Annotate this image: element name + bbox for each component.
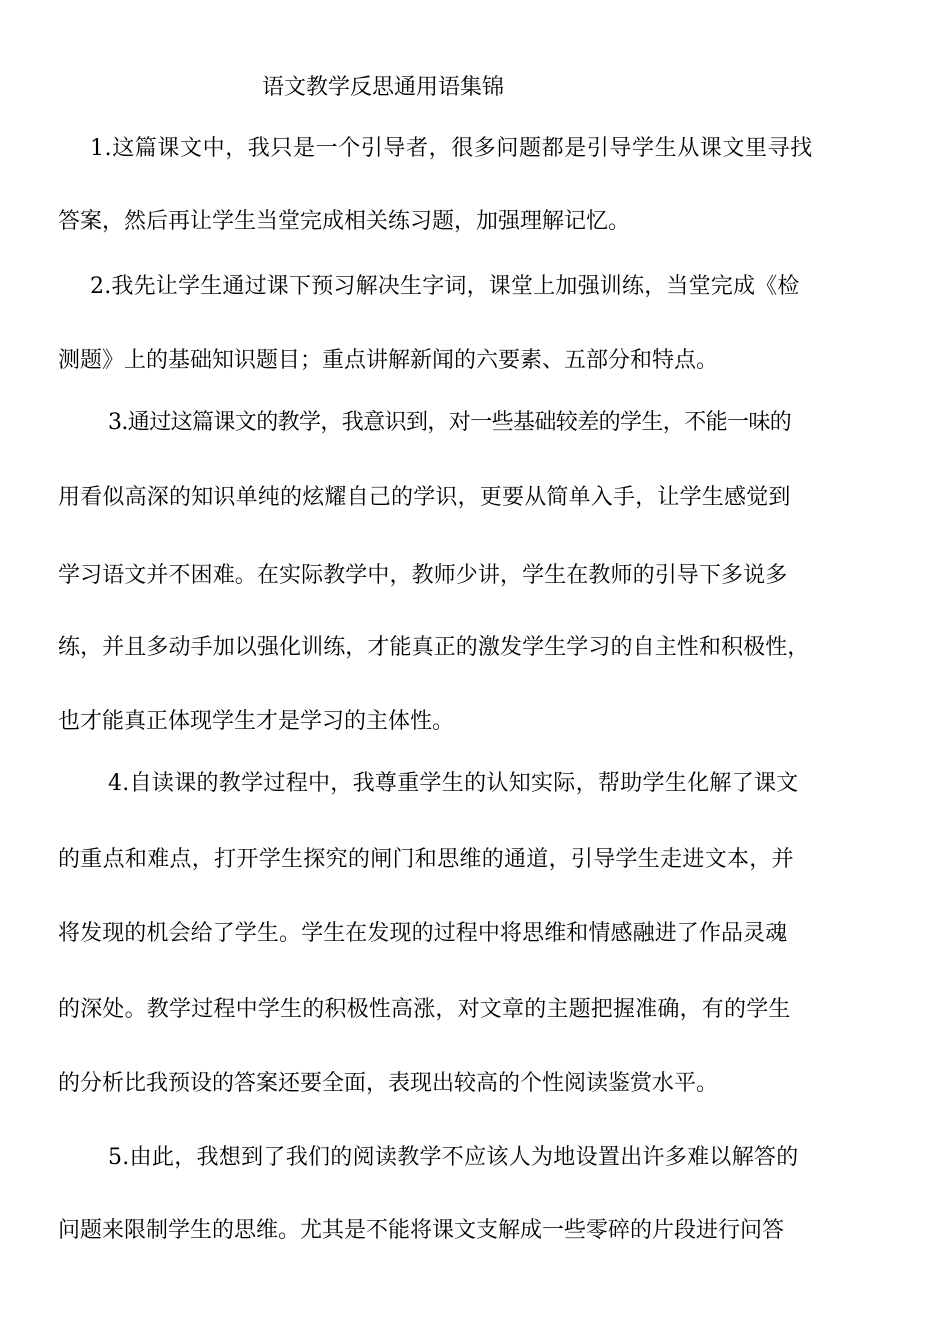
paragraph-1-line-2: 答案，然后再让学生当堂完成相关练习题，加强理解记忆。 (58, 209, 631, 234)
paragraph-4-line-3: 将发现的机会给了学生。学生在发现的过程中将思维和情感融进了作品灵魂 (58, 921, 788, 946)
paragraph-3-line-5: 也才能真正体现学生才是学习的主体性。 (58, 709, 455, 734)
paragraph-4-line-4: 的深处。教学过程中学生的积极性高涨，对文章的主题把握准确，有的学生 (58, 997, 791, 1022)
paragraph-4-line-2: 的重点和难点，打开学生探究的闸门和思维的通道，引导学生走进文本，并 (58, 847, 794, 872)
paragraph-3-line-3: 学习语文并不困难。在实际教学中，教师少讲，学生在教师的引导下多说多 (58, 563, 788, 588)
paragraph-1-line-1: 1.这篇课文中，我只是一个引导者，很多问题都是引导学生从课文里寻找 (90, 136, 813, 161)
paragraph-4-line-1: 4.自读课的教学过程中，我尊重学生的认知实际，帮助学生化解了课文 (108, 771, 799, 796)
paragraph-2-line-2: 测题》上的基础知识题目；重点讲解新闻的六要素、五部分和特点。 (58, 348, 719, 373)
document-title: 语文教学反思通用语集锦 (262, 75, 505, 100)
paragraph-2-line-1: 2.我先让学生通过课下预习解决生字词，课堂上加强训练，当堂完成《检 (90, 274, 800, 299)
paragraph-3-line-2: 用看似高深的知识单纯的炫耀自己的学识，更要从简单入手，让学生感觉到 (58, 485, 791, 510)
paragraph-4-line-5: 的分析比我预设的答案还要全面，表现出较高的个性阅读鉴赏水平。 (58, 1071, 719, 1096)
paragraph-3-line-4: 练，并且多动手加以强化训练，才能真正的激发学生学习的自主性和积极性， (58, 635, 810, 660)
paragraph-5-line-2: 问题来限制学生的思维。尤其是不能将课文支解成一些零碎的片段进行问答 (58, 1218, 785, 1243)
paragraph-3-line-1: 3.通过这篇课文的教学，我意识到，对一些基础较差的学生，不能一味的 (108, 410, 792, 435)
paragraph-5-line-1: 5.由此，我想到了我们的阅读教学不应该人为地设置出许多难以解答的 (108, 1145, 799, 1170)
